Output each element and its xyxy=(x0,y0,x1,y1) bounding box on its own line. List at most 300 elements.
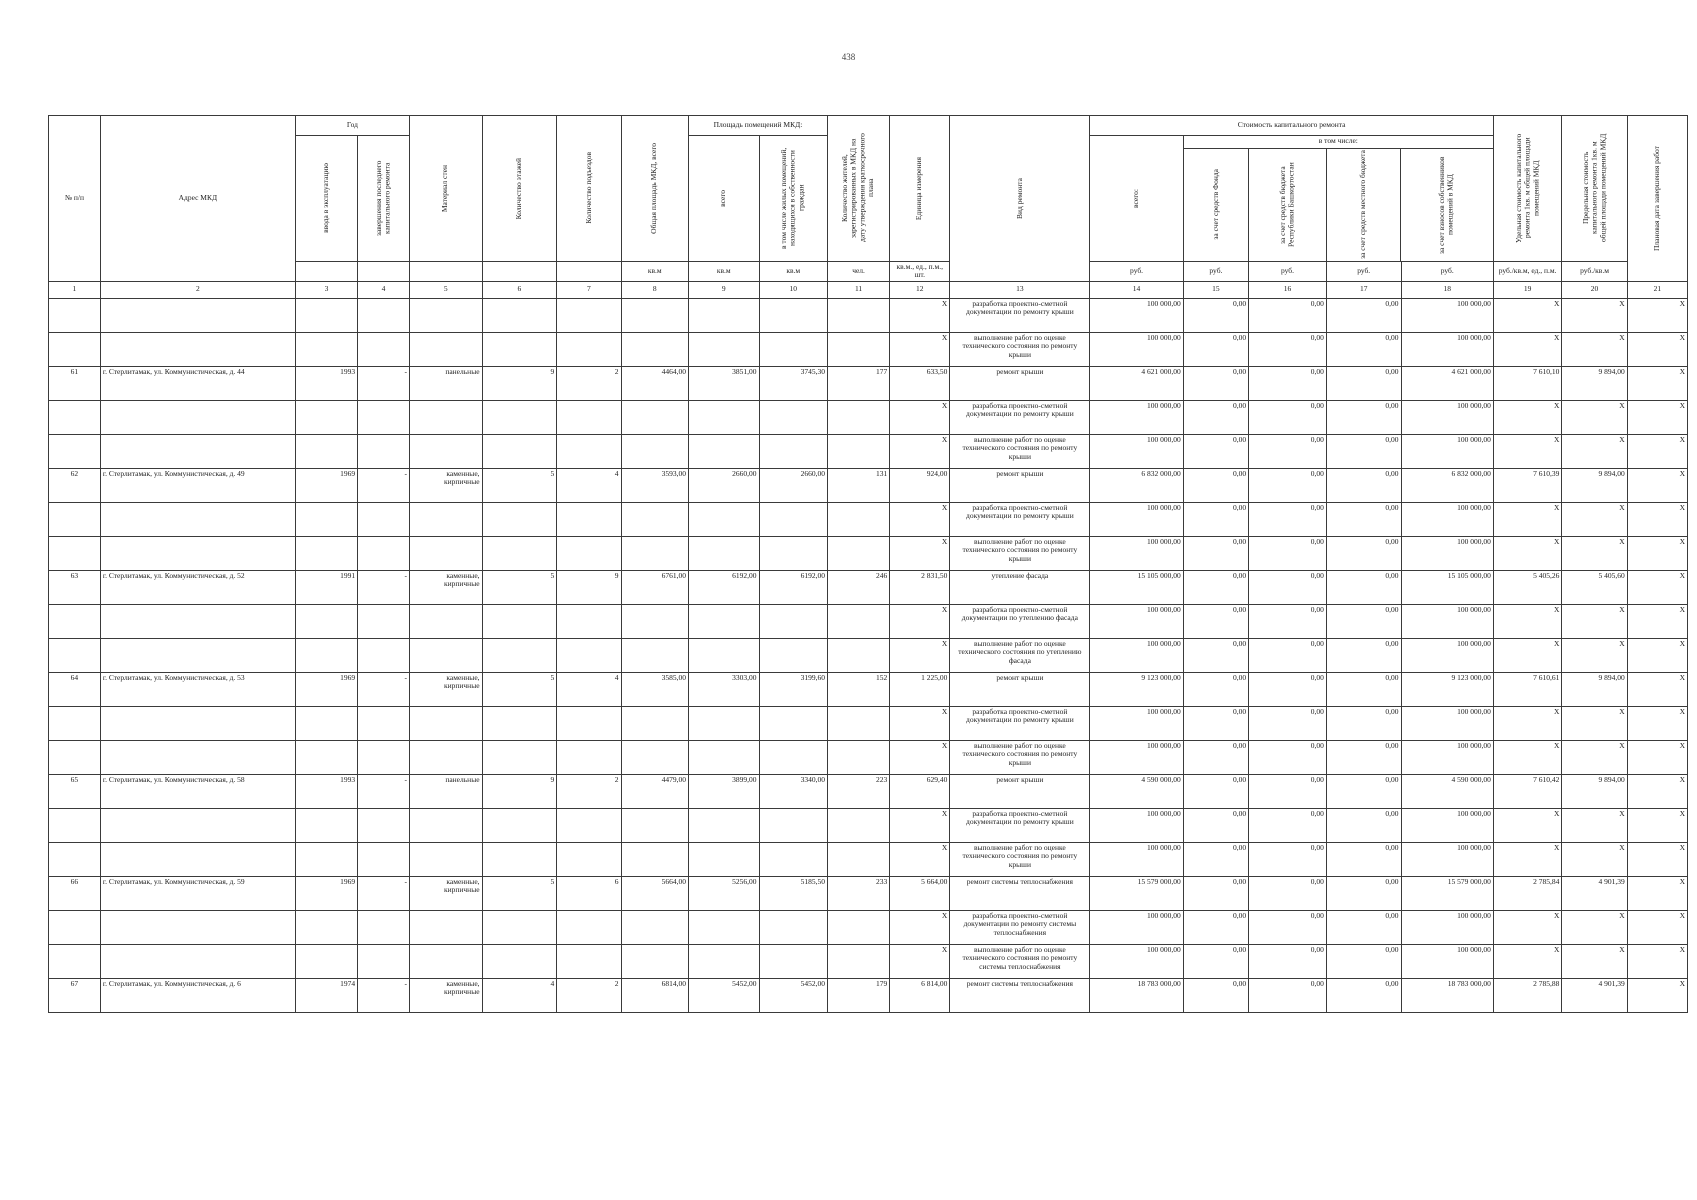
cost-republic-cell: 0,00 xyxy=(1249,910,1327,944)
year-cell xyxy=(295,638,357,672)
entrances-cell xyxy=(557,536,621,570)
cost-owners-cell: 9 123 000,00 xyxy=(1401,672,1493,706)
row-number xyxy=(49,604,101,638)
work-type-cell: выполнение работ по оценке технического состояния по ремонту крыши xyxy=(950,842,1090,876)
last-repair-cell xyxy=(358,604,410,638)
limit-cost-cell: X xyxy=(1562,298,1627,332)
floors-cell xyxy=(482,298,557,332)
column-number: 2 xyxy=(100,281,295,298)
measure-cell: X xyxy=(890,536,950,570)
last-repair-cell: - xyxy=(358,570,410,604)
limit-cost-cell: X xyxy=(1562,604,1627,638)
entrances-cell xyxy=(557,842,621,876)
floors-cell: 5 xyxy=(482,672,557,706)
cost-fund-cell: 0,00 xyxy=(1183,944,1248,978)
year-cell xyxy=(295,332,357,366)
cost-owners-cell: 15 579 000,00 xyxy=(1401,876,1493,910)
residents-cell: 152 xyxy=(827,672,889,706)
premises-area-cell xyxy=(688,434,759,468)
cost-fund-cell: 0,00 xyxy=(1183,604,1248,638)
floors-cell xyxy=(482,808,557,842)
residents-cell: 223 xyxy=(827,774,889,808)
cost-owners-cell: 4 621 000,00 xyxy=(1401,366,1493,400)
floors-cell xyxy=(482,944,557,978)
table-row xyxy=(49,740,1688,774)
row-number: 62 xyxy=(49,468,101,502)
total-area-cell xyxy=(621,298,688,332)
row-number xyxy=(49,706,101,740)
premises-area-cell: 3303,00 xyxy=(688,672,759,706)
table-row xyxy=(49,774,1688,808)
wall-material-cell xyxy=(409,740,482,774)
work-type-cell: ремонт системы теплоснабжения xyxy=(950,978,1090,1012)
cost-local-cell: 0,00 xyxy=(1326,366,1401,400)
deadline-cell: X xyxy=(1627,876,1687,910)
floors-cell xyxy=(482,434,557,468)
premises-area-cell xyxy=(688,808,759,842)
measure-cell: X xyxy=(890,706,950,740)
cost-local-cell: 0,00 xyxy=(1326,808,1401,842)
cost-republic-cell: 0,00 xyxy=(1249,842,1327,876)
wall-material-cell: панельные xyxy=(409,366,482,400)
cost-republic-cell: 0,00 xyxy=(1249,944,1327,978)
specific-cost-cell: X xyxy=(1493,740,1561,774)
cost-republic-cell: 0,00 xyxy=(1249,774,1327,808)
cost-local-cell: 0,00 xyxy=(1326,400,1401,434)
cost-republic-cell: 0,00 xyxy=(1249,502,1327,536)
unit-rub-sqm: руб./кв.м xyxy=(1562,261,1627,281)
year-cell xyxy=(295,298,357,332)
limit-cost-cell: 9 894,00 xyxy=(1562,468,1627,502)
address-cell xyxy=(100,944,295,978)
measure-cell: 629,40 xyxy=(890,774,950,808)
measure-cell: X xyxy=(890,740,950,774)
residents-cell xyxy=(827,434,889,468)
owned-area-cell: 6192,00 xyxy=(759,570,827,604)
year-cell xyxy=(295,536,357,570)
unit-area-9: кв.м xyxy=(688,261,759,281)
residents-cell: 246 xyxy=(827,570,889,604)
cost-fund-cell: 0,00 xyxy=(1183,536,1248,570)
premises-area-cell: 2660,00 xyxy=(688,468,759,502)
deadline-cell: X xyxy=(1627,570,1687,604)
cost-owners-cell: 18 783 000,00 xyxy=(1401,978,1493,1012)
unit-area-8: кв.м xyxy=(621,261,688,281)
owned-area-cell: 3745,30 xyxy=(759,366,827,400)
address-cell xyxy=(100,740,295,774)
year-cell xyxy=(295,910,357,944)
work-type-cell: выполнение работ по оценке технического состояния по ремонту крыши xyxy=(950,434,1090,468)
last-repair-cell: - xyxy=(358,876,410,910)
work-type-cell: выполнение работ по оценке технического состояния по ремонту крыши xyxy=(950,536,1090,570)
limit-cost-cell: X xyxy=(1562,434,1627,468)
row-number xyxy=(49,298,101,332)
floors-cell xyxy=(482,842,557,876)
last-repair-cell xyxy=(358,332,410,366)
residents-cell xyxy=(827,502,889,536)
limit-cost-cell: 5 405,60 xyxy=(1562,570,1627,604)
cost-total-cell: 4 621 000,00 xyxy=(1090,366,1183,400)
entrances-cell xyxy=(557,298,621,332)
hdr-incl-group xyxy=(1183,136,1493,262)
limit-cost-cell: X xyxy=(1562,536,1627,570)
cost-local-cell: 0,00 xyxy=(1326,944,1401,978)
year-cell: 1991 xyxy=(295,570,357,604)
specific-cost-cell: 7 610,39 xyxy=(1493,468,1561,502)
year-cell xyxy=(295,740,357,774)
hdr-year-last-repair: завершения последнего капитального ремонта xyxy=(358,136,410,262)
deadline-cell: X xyxy=(1627,468,1687,502)
unit-rub-sqm-unit: руб./кв.м, ед., п.м. xyxy=(1493,261,1561,281)
total-area-cell: 5664,00 xyxy=(621,876,688,910)
specific-cost-cell: X xyxy=(1493,638,1561,672)
total-area-cell xyxy=(621,536,688,570)
cost-total-cell: 100 000,00 xyxy=(1090,808,1183,842)
wall-material-cell xyxy=(409,400,482,434)
hdr-wall-material: Материал стен xyxy=(409,116,482,262)
address-cell xyxy=(100,536,295,570)
cost-total-cell: 100 000,00 xyxy=(1090,638,1183,672)
deadline-cell: X xyxy=(1627,944,1687,978)
table-row xyxy=(49,502,1688,536)
cost-total-cell: 100 000,00 xyxy=(1090,842,1183,876)
premises-area-cell xyxy=(688,332,759,366)
cost-republic-cell: 0,00 xyxy=(1249,468,1327,502)
cost-total-cell: 15 579 000,00 xyxy=(1090,876,1183,910)
last-repair-cell xyxy=(358,536,410,570)
residents-cell: 179 xyxy=(827,978,889,1012)
work-type-cell: ремонт крыши xyxy=(950,468,1090,502)
work-type-cell: ремонт крыши xyxy=(950,672,1090,706)
specific-cost-cell: X xyxy=(1493,706,1561,740)
column-number: 18 xyxy=(1401,281,1493,298)
cost-total-cell: 100 000,00 xyxy=(1090,706,1183,740)
row-number: 64 xyxy=(49,672,101,706)
cost-local-cell: 0,00 xyxy=(1326,638,1401,672)
hdr-total-area: Общая площадь МКД, всего xyxy=(621,116,688,262)
owned-area-cell xyxy=(759,298,827,332)
cost-republic-cell: 0,00 xyxy=(1249,706,1327,740)
cost-total-cell: 15 105 000,00 xyxy=(1090,570,1183,604)
wall-material-cell xyxy=(409,604,482,638)
column-number: 11 xyxy=(827,281,889,298)
column-number-row xyxy=(49,281,1688,298)
column-number: 9 xyxy=(688,281,759,298)
year-cell: 1969 xyxy=(295,672,357,706)
residents-cell xyxy=(827,536,889,570)
cost-republic-cell: 0,00 xyxy=(1249,638,1327,672)
deadline-cell: X xyxy=(1627,434,1687,468)
cost-total-cell: 6 832 000,00 xyxy=(1090,468,1183,502)
column-number: 10 xyxy=(759,281,827,298)
work-type-cell: разработка проектно-сметной документации по ремонту крыши xyxy=(950,808,1090,842)
address-cell: г. Стерлитамак, ул. Коммунистическая, д. 6 xyxy=(100,978,295,1012)
measure-cell: X xyxy=(890,502,950,536)
deadline-cell: X xyxy=(1627,536,1687,570)
hdr-premises-group: Площадь помещений МКД: xyxy=(688,116,827,136)
total-area-cell: 4479,00 xyxy=(621,774,688,808)
year-cell: 1969 xyxy=(295,468,357,502)
entrances-cell: 2 xyxy=(557,774,621,808)
total-area-cell: 6814,00 xyxy=(621,978,688,1012)
work-type-cell: выполнение работ по оценке технического состояния по ремонту крыши xyxy=(950,332,1090,366)
cost-owners-cell: 100 000,00 xyxy=(1401,604,1493,638)
table-row xyxy=(49,298,1688,332)
unit-blank-5 xyxy=(409,261,482,281)
measure-cell: X xyxy=(890,944,950,978)
hdr-unit-measure: Единица измерения xyxy=(890,116,950,262)
cost-local-cell: 0,00 xyxy=(1326,672,1401,706)
measure-cell: 2 831,50 xyxy=(890,570,950,604)
cost-total-cell: 100 000,00 xyxy=(1090,434,1183,468)
work-type-cell: выполнение работ по оценке технического состояния по утеплению фасада xyxy=(950,638,1090,672)
table-row xyxy=(49,842,1688,876)
hdr-residents: Количество жителей, зарегистрированных в МКД на дату утверждения краткосрочного плана xyxy=(827,116,889,262)
deadline-cell: X xyxy=(1627,366,1687,400)
cost-fund-cell: 0,00 xyxy=(1183,842,1248,876)
floors-cell: 5 xyxy=(482,468,557,502)
total-area-cell xyxy=(621,808,688,842)
floors-cell xyxy=(482,740,557,774)
residents-cell xyxy=(827,842,889,876)
total-area-cell xyxy=(621,910,688,944)
residents-cell xyxy=(827,332,889,366)
cost-owners-cell: 100 000,00 xyxy=(1401,332,1493,366)
residents-cell: 233 xyxy=(827,876,889,910)
measure-cell: X xyxy=(890,910,950,944)
deadline-cell: X xyxy=(1627,774,1687,808)
cost-fund-cell: 0,00 xyxy=(1183,638,1248,672)
last-repair-cell xyxy=(358,400,410,434)
cost-local-cell: 0,00 xyxy=(1326,774,1401,808)
total-area-cell xyxy=(621,400,688,434)
hdr-cost-fund: за счет средств Фонда xyxy=(1184,148,1249,261)
table-row xyxy=(49,706,1688,740)
work-type-cell: разработка проектно-сметной документации по утеплению фасада xyxy=(950,604,1090,638)
specific-cost-cell: X xyxy=(1493,604,1561,638)
residents-cell xyxy=(827,706,889,740)
limit-cost-cell: X xyxy=(1562,944,1627,978)
row-number xyxy=(49,944,101,978)
floors-cell: 9 xyxy=(482,366,557,400)
cost-owners-cell: 100 000,00 xyxy=(1401,706,1493,740)
table-row xyxy=(49,672,1688,706)
last-repair-cell xyxy=(358,502,410,536)
cost-owners-cell: 100 000,00 xyxy=(1401,502,1493,536)
cost-fund-cell: 0,00 xyxy=(1183,332,1248,366)
floors-cell xyxy=(482,604,557,638)
owned-area-cell xyxy=(759,808,827,842)
last-repair-cell xyxy=(358,944,410,978)
owned-area-cell xyxy=(759,944,827,978)
cost-republic-cell: 0,00 xyxy=(1249,298,1327,332)
cost-owners-cell: 100 000,00 xyxy=(1401,298,1493,332)
address-cell xyxy=(100,298,295,332)
residents-cell xyxy=(827,910,889,944)
deadline-cell: X xyxy=(1627,400,1687,434)
cost-local-cell: 0,00 xyxy=(1326,468,1401,502)
residents-cell xyxy=(827,298,889,332)
hdr-cost-group: Стоимость капитального ремонта xyxy=(1090,116,1494,136)
entrances-cell xyxy=(557,400,621,434)
measure-cell: X xyxy=(890,332,950,366)
limit-cost-cell: X xyxy=(1562,808,1627,842)
cost-local-cell: 0,00 xyxy=(1326,434,1401,468)
table-row xyxy=(49,366,1688,400)
specific-cost-cell: X xyxy=(1493,400,1561,434)
cost-republic-cell: 0,00 xyxy=(1249,400,1327,434)
row-number: 61 xyxy=(49,366,101,400)
cost-owners-cell: 15 105 000,00 xyxy=(1401,570,1493,604)
last-repair-cell xyxy=(358,298,410,332)
cost-total-cell: 4 590 000,00 xyxy=(1090,774,1183,808)
limit-cost-cell: X xyxy=(1562,740,1627,774)
total-area-cell xyxy=(621,502,688,536)
cost-local-cell: 0,00 xyxy=(1326,298,1401,332)
limit-cost-cell: 9 894,00 xyxy=(1562,774,1627,808)
wall-material-cell xyxy=(409,434,482,468)
row-number xyxy=(49,842,101,876)
cost-total-cell: 100 000,00 xyxy=(1090,536,1183,570)
cost-fund-cell: 0,00 xyxy=(1183,502,1248,536)
column-number: 19 xyxy=(1493,281,1561,298)
wall-material-cell: каменные, кирпичные xyxy=(409,876,482,910)
year-cell xyxy=(295,808,357,842)
address-cell xyxy=(100,808,295,842)
hdr-limit-cost: Предельная стоимость капитального ремонта 1кв. м общей площади помещений МКД xyxy=(1562,116,1627,262)
wall-material-cell xyxy=(409,910,482,944)
cost-fund-cell: 0,00 xyxy=(1183,740,1248,774)
year-cell xyxy=(295,604,357,638)
cost-local-cell: 0,00 xyxy=(1326,502,1401,536)
premises-area-cell xyxy=(688,298,759,332)
row-number xyxy=(49,808,101,842)
floors-cell xyxy=(482,502,557,536)
cost-fund-cell: 0,00 xyxy=(1183,910,1248,944)
table-row xyxy=(49,876,1688,910)
cost-total-cell: 100 000,00 xyxy=(1090,910,1183,944)
cost-total-cell: 100 000,00 xyxy=(1090,332,1183,366)
cost-fund-cell: 0,00 xyxy=(1183,434,1248,468)
year-cell xyxy=(295,842,357,876)
entrances-cell xyxy=(557,706,621,740)
cost-fund-cell: 0,00 xyxy=(1183,876,1248,910)
cost-fund-cell: 0,00 xyxy=(1183,570,1248,604)
entrances-cell xyxy=(557,638,621,672)
residents-cell xyxy=(827,604,889,638)
row-number xyxy=(49,434,101,468)
premises-area-cell xyxy=(688,638,759,672)
row-number: 66 xyxy=(49,876,101,910)
floors-cell xyxy=(482,400,557,434)
total-area-cell: 3593,00 xyxy=(621,468,688,502)
last-repair-cell xyxy=(358,638,410,672)
year-cell xyxy=(295,400,357,434)
table-row xyxy=(49,400,1688,434)
address-cell: г. Стерлитамак, ул. Коммунистическая, д. 44 xyxy=(100,366,295,400)
wall-material-cell xyxy=(409,638,482,672)
table-row xyxy=(49,332,1688,366)
address-cell xyxy=(100,400,295,434)
cost-republic-cell: 0,00 xyxy=(1249,366,1327,400)
specific-cost-cell: X xyxy=(1493,502,1561,536)
unit-rub-18: руб. xyxy=(1401,261,1493,281)
premises-area-cell: 5452,00 xyxy=(688,978,759,1012)
premises-area-cell xyxy=(688,502,759,536)
cost-local-cell: 0,00 xyxy=(1326,842,1401,876)
total-area-cell xyxy=(621,944,688,978)
owned-area-cell: 3340,00 xyxy=(759,774,827,808)
premises-area-cell xyxy=(688,944,759,978)
table-row xyxy=(49,434,1688,468)
premises-area-cell: 3899,00 xyxy=(688,774,759,808)
last-repair-cell: - xyxy=(358,366,410,400)
table-row xyxy=(49,910,1688,944)
deadline-cell: X xyxy=(1627,604,1687,638)
hdr-year-commission: ввода в эксплуатацию xyxy=(295,136,357,262)
residents-cell: 177 xyxy=(827,366,889,400)
work-type-cell: выполнение работ по оценке технического состояния по ремонту системы теплоснабжения xyxy=(950,944,1090,978)
total-area-cell xyxy=(621,842,688,876)
hdr-cost-owners: за счет взносов собственников помещений в МКД xyxy=(1437,155,1456,254)
work-type-cell: ремонт системы теплоснабжения xyxy=(950,876,1090,910)
cost-fund-cell: 0,00 xyxy=(1183,298,1248,332)
total-area-cell xyxy=(621,638,688,672)
entrances-cell xyxy=(557,604,621,638)
unit-measure: кв.м., ед., п.м., шт. xyxy=(890,261,950,281)
cost-total-cell: 100 000,00 xyxy=(1090,400,1183,434)
work-type-cell: ремонт крыши xyxy=(950,366,1090,400)
address-cell: г. Стерлитамак, ул. Коммунистическая, д. 52 xyxy=(100,570,295,604)
specific-cost-cell: X xyxy=(1493,332,1561,366)
hdr-num: № п/п xyxy=(49,116,101,282)
specific-cost-cell: 7 610,10 xyxy=(1493,366,1561,400)
address-cell xyxy=(100,332,295,366)
measure-cell: 5 664,00 xyxy=(890,876,950,910)
residents-cell xyxy=(827,944,889,978)
entrances-cell xyxy=(557,332,621,366)
limit-cost-cell: 9 894,00 xyxy=(1562,672,1627,706)
page-number: 438 xyxy=(841,52,856,62)
measure-cell: 1 225,00 xyxy=(890,672,950,706)
last-repair-cell xyxy=(358,706,410,740)
premises-area-cell xyxy=(688,536,759,570)
cost-local-cell: 0,00 xyxy=(1326,604,1401,638)
capital-repair-table xyxy=(48,115,1688,1013)
cost-republic-cell: 0,00 xyxy=(1249,672,1327,706)
row-number: 67 xyxy=(49,978,101,1012)
column-number: 12 xyxy=(890,281,950,298)
cost-owners-cell: 100 000,00 xyxy=(1401,910,1493,944)
row-number xyxy=(49,332,101,366)
owned-area-cell xyxy=(759,332,827,366)
wall-material-cell xyxy=(409,842,482,876)
hdr-cost-local: за счет средств местного бюджета xyxy=(1326,148,1400,261)
total-area-cell xyxy=(621,604,688,638)
specific-cost-cell: X xyxy=(1493,944,1561,978)
limit-cost-cell: 4 901,39 xyxy=(1562,978,1627,1012)
row-number xyxy=(49,910,101,944)
cost-republic-cell: 0,00 xyxy=(1249,570,1327,604)
column-number: 21 xyxy=(1627,281,1687,298)
owned-area-cell: 5452,00 xyxy=(759,978,827,1012)
limit-cost-cell: X xyxy=(1562,910,1627,944)
cost-republic-cell: 0,00 xyxy=(1249,536,1327,570)
address-cell xyxy=(100,842,295,876)
table-row xyxy=(49,604,1688,638)
specific-cost-cell: 2 785,88 xyxy=(1493,978,1561,1012)
work-type-cell: выполнение работ по оценке технического состояния по ремонту крыши xyxy=(950,740,1090,774)
